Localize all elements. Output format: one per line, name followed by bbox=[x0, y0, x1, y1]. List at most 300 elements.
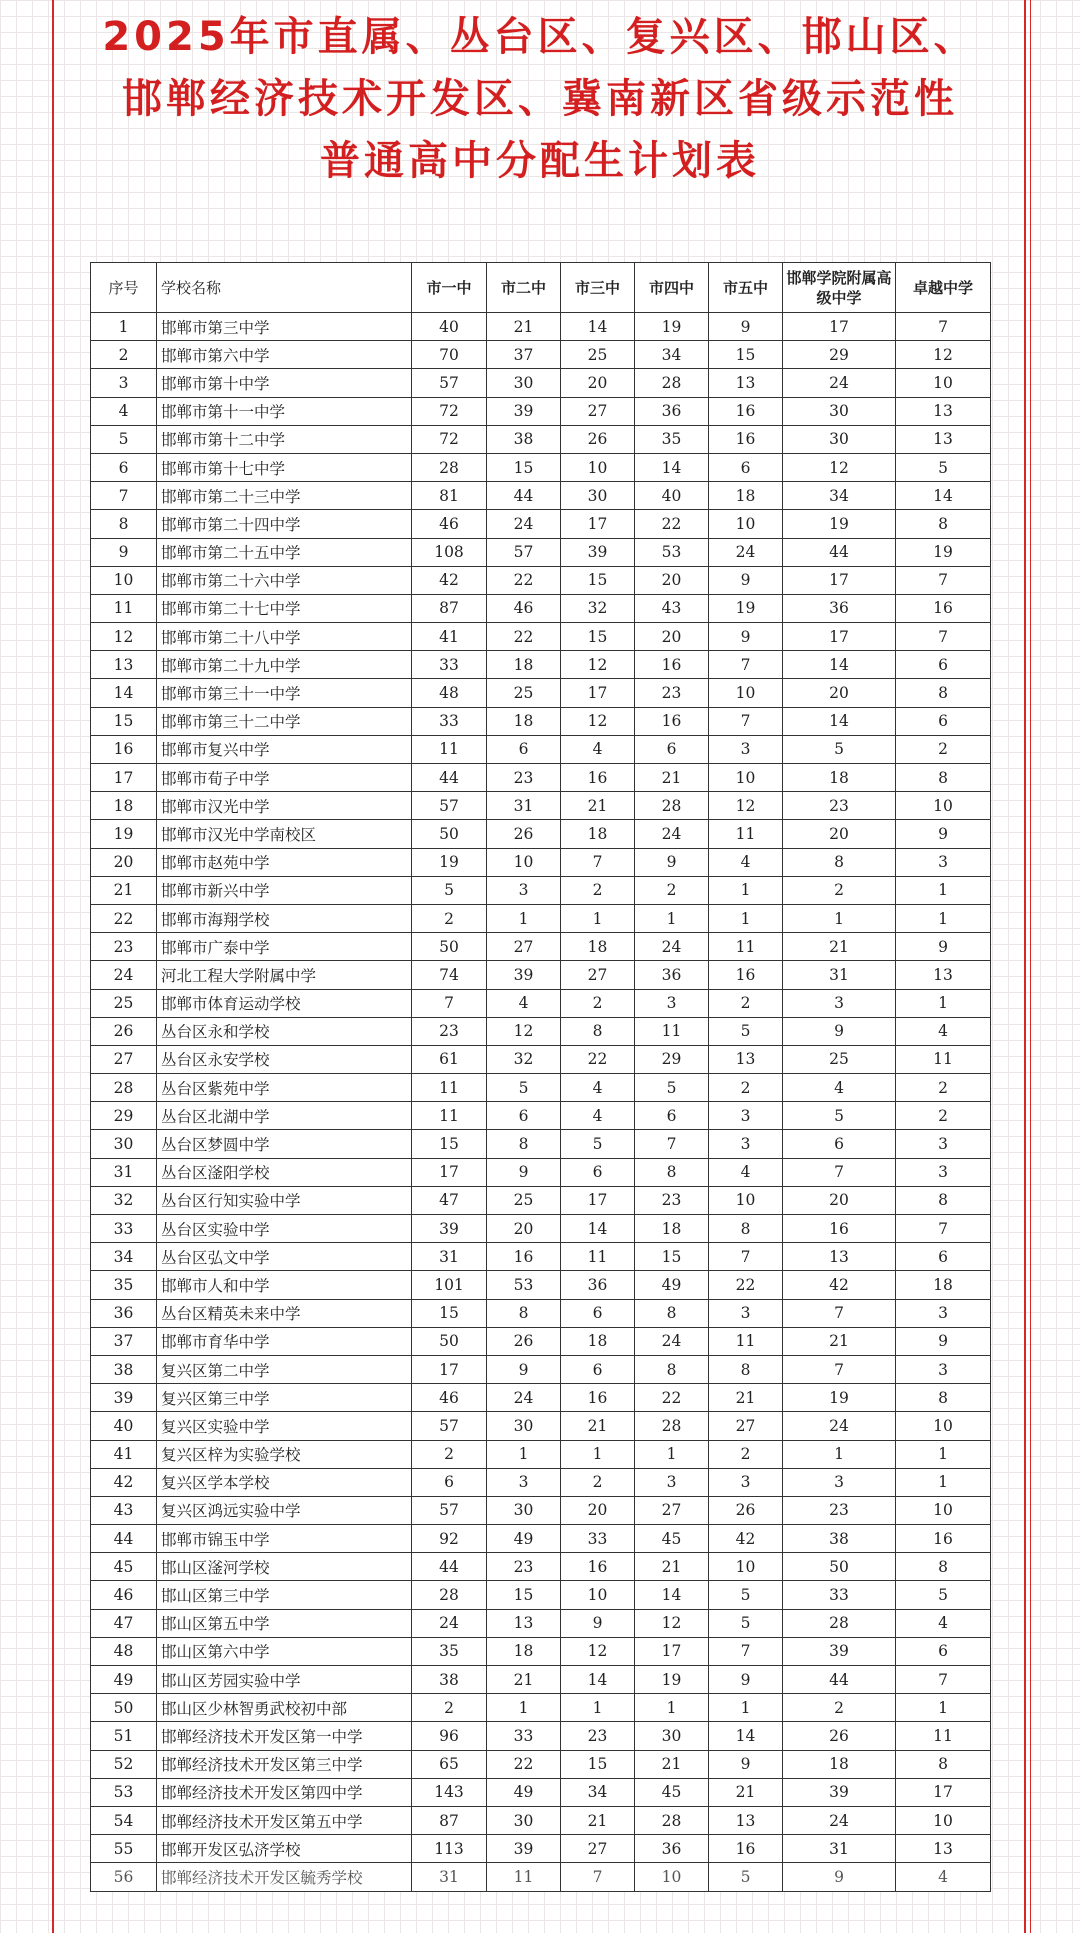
table-row bbox=[91, 313, 991, 341]
row-quota-col-5: 13 bbox=[709, 1806, 783, 1834]
row-quota-col-7: 6 bbox=[896, 1243, 991, 1271]
row-quota-col-4: 21 bbox=[635, 1553, 709, 1581]
table-row bbox=[91, 1496, 991, 1524]
row-quota-col-4: 19 bbox=[635, 313, 709, 341]
row-quota-col-1: 47 bbox=[412, 1186, 487, 1214]
row-quota-col-4: 36 bbox=[635, 1835, 709, 1863]
row-quota-col-1: 57 bbox=[412, 792, 487, 820]
row-quota-col-3: 4 bbox=[561, 1102, 635, 1130]
row-index: 2 bbox=[91, 341, 157, 369]
row-school-name: 邯郸市广泰中学 bbox=[157, 933, 412, 961]
row-quota-col-3: 10 bbox=[561, 453, 635, 481]
row-school-name: 邯郸市赵苑中学 bbox=[157, 848, 412, 876]
row-quota-col-5: 2 bbox=[709, 1440, 783, 1468]
row-quota-col-2: 24 bbox=[487, 1384, 561, 1412]
row-school-name: 邯郸市海翔学校 bbox=[157, 904, 412, 932]
row-quota-col-2: 23 bbox=[487, 764, 561, 792]
page-title bbox=[60, 6, 1020, 192]
row-quota-col-7: 11 bbox=[896, 1045, 991, 1073]
row-quota-col-6: 44 bbox=[783, 1666, 896, 1694]
row-quota-col-6: 21 bbox=[783, 933, 896, 961]
row-quota-col-6: 6 bbox=[783, 1130, 896, 1158]
row-quota-col-3: 18 bbox=[561, 820, 635, 848]
row-quota-col-1: 65 bbox=[412, 1750, 487, 1778]
row-quota-col-4: 3 bbox=[635, 1468, 709, 1496]
row-index: 20 bbox=[91, 848, 157, 876]
row-quota-col-7: 1 bbox=[896, 904, 991, 932]
row-quota-col-1: 42 bbox=[412, 566, 487, 594]
row-index: 11 bbox=[91, 594, 157, 622]
row-quota-col-4: 20 bbox=[635, 623, 709, 651]
row-quota-col-7: 17 bbox=[896, 1778, 991, 1806]
row-quota-col-7: 7 bbox=[896, 623, 991, 651]
row-quota-col-7: 2 bbox=[896, 735, 991, 763]
row-quota-col-3: 32 bbox=[561, 594, 635, 622]
row-quota-col-7: 13 bbox=[896, 1835, 991, 1863]
row-quota-col-6: 20 bbox=[783, 1186, 896, 1214]
row-school-name: 邯郸市第二十九中学 bbox=[157, 651, 412, 679]
row-school-name: 邯郸市第二十五中学 bbox=[157, 538, 412, 566]
row-quota-col-6: 14 bbox=[783, 707, 896, 735]
row-quota-col-5: 6 bbox=[709, 453, 783, 481]
row-index: 21 bbox=[91, 876, 157, 904]
row-quota-col-3: 27 bbox=[561, 1835, 635, 1863]
row-quota-col-5: 15 bbox=[709, 341, 783, 369]
table-row bbox=[91, 1806, 991, 1834]
row-quota-col-5: 27 bbox=[709, 1412, 783, 1440]
row-quota-col-6: 19 bbox=[783, 1384, 896, 1412]
table-row bbox=[91, 876, 991, 904]
row-quota-col-3: 6 bbox=[561, 1355, 635, 1383]
row-quota-col-4: 8 bbox=[635, 1355, 709, 1383]
row-quota-col-4: 12 bbox=[635, 1609, 709, 1637]
row-quota-col-3: 1 bbox=[561, 1694, 635, 1722]
row-quota-col-6: 31 bbox=[783, 961, 896, 989]
table-row bbox=[91, 735, 991, 763]
row-quota-col-4: 14 bbox=[635, 453, 709, 481]
row-school-name: 丛台区弘文中学 bbox=[157, 1243, 412, 1271]
row-quota-col-3: 7 bbox=[561, 848, 635, 876]
row-quota-col-5: 3 bbox=[709, 1102, 783, 1130]
row-quota-col-1: 44 bbox=[412, 1553, 487, 1581]
row-quota-col-5: 21 bbox=[709, 1778, 783, 1806]
row-quota-col-5: 13 bbox=[709, 1045, 783, 1073]
row-school-name: 邯郸市荀子中学 bbox=[157, 764, 412, 792]
row-quota-col-2: 30 bbox=[487, 1806, 561, 1834]
row-quota-col-7: 10 bbox=[896, 369, 991, 397]
row-index: 27 bbox=[91, 1045, 157, 1073]
table-row bbox=[91, 651, 991, 679]
row-quota-col-6: 25 bbox=[783, 1045, 896, 1073]
row-quota-col-2: 3 bbox=[487, 1468, 561, 1496]
table-row bbox=[91, 1553, 991, 1581]
row-quota-col-7: 8 bbox=[896, 679, 991, 707]
row-quota-col-6: 16 bbox=[783, 1215, 896, 1243]
header-col-1: 市一中 bbox=[412, 263, 487, 313]
row-quota-col-3: 2 bbox=[561, 989, 635, 1017]
row-quota-col-2: 57 bbox=[487, 538, 561, 566]
row-quota-col-3: 10 bbox=[561, 1581, 635, 1609]
row-quota-col-3: 7 bbox=[561, 1863, 635, 1891]
row-school-name: 复兴区鸿远实验中学 bbox=[157, 1496, 412, 1524]
row-quota-col-3: 17 bbox=[561, 510, 635, 538]
row-quota-col-7: 7 bbox=[896, 566, 991, 594]
row-quota-col-2: 1 bbox=[487, 1440, 561, 1468]
row-quota-col-1: 19 bbox=[412, 848, 487, 876]
row-quota-col-6: 30 bbox=[783, 425, 896, 453]
row-quota-col-3: 4 bbox=[561, 735, 635, 763]
row-school-name: 复兴区实验中学 bbox=[157, 1412, 412, 1440]
row-school-name: 丛台区行知实验中学 bbox=[157, 1186, 412, 1214]
table-row bbox=[91, 1074, 991, 1102]
row-quota-col-7: 16 bbox=[896, 1525, 991, 1553]
row-index: 14 bbox=[91, 679, 157, 707]
header-col-4: 市四中 bbox=[635, 263, 709, 313]
row-quota-col-1: 15 bbox=[412, 1130, 487, 1158]
row-quota-col-3: 36 bbox=[561, 1271, 635, 1299]
table-row bbox=[91, 594, 991, 622]
row-quota-col-5: 19 bbox=[709, 594, 783, 622]
row-quota-col-6: 42 bbox=[783, 1271, 896, 1299]
row-index: 13 bbox=[91, 651, 157, 679]
row-quota-col-5: 9 bbox=[709, 313, 783, 341]
row-quota-col-3: 21 bbox=[561, 792, 635, 820]
row-quota-col-4: 17 bbox=[635, 1637, 709, 1665]
row-quota-col-1: 2 bbox=[412, 904, 487, 932]
row-index: 33 bbox=[91, 1215, 157, 1243]
row-quota-col-1: 11 bbox=[412, 1074, 487, 1102]
row-school-name: 邯郸市人和中学 bbox=[157, 1271, 412, 1299]
row-quota-col-1: 2 bbox=[412, 1440, 487, 1468]
row-index: 43 bbox=[91, 1496, 157, 1524]
row-quota-col-7: 18 bbox=[896, 1271, 991, 1299]
row-quota-col-6: 26 bbox=[783, 1722, 896, 1750]
row-quota-col-3: 20 bbox=[561, 1496, 635, 1524]
row-quota-col-5: 5 bbox=[709, 1609, 783, 1637]
row-quota-col-3: 23 bbox=[561, 1722, 635, 1750]
row-index: 23 bbox=[91, 933, 157, 961]
row-quota-col-6: 17 bbox=[783, 566, 896, 594]
table-row bbox=[91, 764, 991, 792]
row-quota-col-7: 7 bbox=[896, 1666, 991, 1694]
row-quota-col-7: 4 bbox=[896, 1609, 991, 1637]
row-quota-col-3: 6 bbox=[561, 1158, 635, 1186]
title-line-3: 普通高中分配生计划表 bbox=[320, 138, 760, 184]
row-quota-col-3: 12 bbox=[561, 707, 635, 735]
row-quota-col-6: 31 bbox=[783, 1835, 896, 1863]
row-school-name: 邯郸市锦玉中学 bbox=[157, 1525, 412, 1553]
row-quota-col-4: 16 bbox=[635, 707, 709, 735]
row-quota-col-6: 5 bbox=[783, 1102, 896, 1130]
row-quota-col-6: 2 bbox=[783, 1694, 896, 1722]
table-row bbox=[91, 933, 991, 961]
row-quota-col-2: 31 bbox=[487, 792, 561, 820]
row-quota-col-6: 18 bbox=[783, 1750, 896, 1778]
row-quota-col-6: 17 bbox=[783, 313, 896, 341]
row-quota-col-4: 28 bbox=[635, 1412, 709, 1440]
row-quota-col-2: 8 bbox=[487, 1299, 561, 1327]
row-index: 15 bbox=[91, 707, 157, 735]
row-quota-col-2: 30 bbox=[487, 1496, 561, 1524]
row-quota-col-4: 5 bbox=[635, 1074, 709, 1102]
row-quota-col-5: 7 bbox=[709, 1243, 783, 1271]
row-quota-col-5: 24 bbox=[709, 538, 783, 566]
row-quota-col-1: 28 bbox=[412, 453, 487, 481]
row-quota-col-1: 57 bbox=[412, 1412, 487, 1440]
row-quota-col-6: 7 bbox=[783, 1299, 896, 1327]
row-quota-col-3: 2 bbox=[561, 1468, 635, 1496]
right-border-inner bbox=[1030, 0, 1031, 1933]
row-index: 45 bbox=[91, 1553, 157, 1581]
row-quota-col-2: 22 bbox=[487, 566, 561, 594]
row-quota-col-3: 6 bbox=[561, 1299, 635, 1327]
row-school-name: 邯郸市汉光中学南校区 bbox=[157, 820, 412, 848]
row-quota-col-4: 15 bbox=[635, 1243, 709, 1271]
row-quota-col-5: 7 bbox=[709, 1637, 783, 1665]
row-quota-col-3: 8 bbox=[561, 1017, 635, 1045]
row-quota-col-6: 3 bbox=[783, 1468, 896, 1496]
row-index: 41 bbox=[91, 1440, 157, 1468]
row-index: 22 bbox=[91, 904, 157, 932]
row-quota-col-4: 34 bbox=[635, 341, 709, 369]
row-quota-col-2: 15 bbox=[487, 1581, 561, 1609]
row-quota-col-2: 44 bbox=[487, 482, 561, 510]
row-index: 44 bbox=[91, 1525, 157, 1553]
row-quota-col-3: 21 bbox=[561, 1412, 635, 1440]
row-quota-col-5: 12 bbox=[709, 792, 783, 820]
row-quota-col-4: 22 bbox=[635, 1384, 709, 1412]
row-quota-col-5: 9 bbox=[709, 1750, 783, 1778]
row-quota-col-5: 11 bbox=[709, 1327, 783, 1355]
row-quota-col-4: 23 bbox=[635, 1186, 709, 1214]
row-quota-col-7: 1 bbox=[896, 876, 991, 904]
row-quota-col-4: 21 bbox=[635, 1750, 709, 1778]
row-quota-col-1: 61 bbox=[412, 1045, 487, 1073]
row-school-name: 邯郸市第二十四中学 bbox=[157, 510, 412, 538]
row-quota-col-5: 9 bbox=[709, 566, 783, 594]
row-index: 54 bbox=[91, 1806, 157, 1834]
row-quota-col-5: 14 bbox=[709, 1722, 783, 1750]
row-quota-col-3: 27 bbox=[561, 961, 635, 989]
row-index: 31 bbox=[91, 1158, 157, 1186]
row-quota-col-1: 92 bbox=[412, 1525, 487, 1553]
table-row bbox=[91, 989, 991, 1017]
row-quota-col-4: 11 bbox=[635, 1017, 709, 1045]
row-quota-col-1: 2 bbox=[412, 1694, 487, 1722]
row-quota-col-7: 10 bbox=[896, 1496, 991, 1524]
table-row bbox=[91, 1468, 991, 1496]
right-border bbox=[1024, 0, 1026, 1933]
row-quota-col-1: 108 bbox=[412, 538, 487, 566]
row-quota-col-7: 1 bbox=[896, 989, 991, 1017]
row-school-name: 丛台区紫苑中学 bbox=[157, 1074, 412, 1102]
row-index: 47 bbox=[91, 1609, 157, 1637]
row-quota-col-1: 17 bbox=[412, 1158, 487, 1186]
row-quota-col-5: 5 bbox=[709, 1863, 783, 1891]
row-school-name: 邯郸市育华中学 bbox=[157, 1327, 412, 1355]
row-quota-col-5: 42 bbox=[709, 1525, 783, 1553]
row-quota-col-3: 30 bbox=[561, 482, 635, 510]
row-quota-col-5: 16 bbox=[709, 425, 783, 453]
row-quota-col-7: 14 bbox=[896, 482, 991, 510]
row-quota-col-4: 9 bbox=[635, 848, 709, 876]
row-school-name: 邯郸开发区弘济学校 bbox=[157, 1835, 412, 1863]
row-quota-col-3: 5 bbox=[561, 1130, 635, 1158]
header-index: 序号 bbox=[91, 263, 157, 313]
row-quota-col-4: 10 bbox=[635, 1863, 709, 1891]
row-quota-col-1: 44 bbox=[412, 764, 487, 792]
table-row bbox=[91, 482, 991, 510]
row-quota-col-6: 1 bbox=[783, 1440, 896, 1468]
row-quota-col-4: 45 bbox=[635, 1778, 709, 1806]
left-border bbox=[52, 0, 54, 1933]
row-quota-col-1: 57 bbox=[412, 1496, 487, 1524]
row-quota-col-4: 8 bbox=[635, 1158, 709, 1186]
row-quota-col-2: 22 bbox=[487, 1750, 561, 1778]
row-quota-col-6: 21 bbox=[783, 1327, 896, 1355]
row-quota-col-6: 7 bbox=[783, 1355, 896, 1383]
row-quota-col-2: 11 bbox=[487, 1863, 561, 1891]
row-quota-col-7: 8 bbox=[896, 764, 991, 792]
row-quota-col-2: 13 bbox=[487, 1609, 561, 1637]
row-quota-col-1: 87 bbox=[412, 1806, 487, 1834]
row-quota-col-5: 11 bbox=[709, 933, 783, 961]
row-quota-col-2: 18 bbox=[487, 651, 561, 679]
row-quota-col-5: 10 bbox=[709, 510, 783, 538]
row-school-name: 邯山区第五中学 bbox=[157, 1609, 412, 1637]
row-quota-col-6: 23 bbox=[783, 792, 896, 820]
row-quota-col-2: 39 bbox=[487, 397, 561, 425]
row-quota-col-5: 22 bbox=[709, 1271, 783, 1299]
row-quota-col-1: 15 bbox=[412, 1299, 487, 1327]
row-quota-col-6: 50 bbox=[783, 1553, 896, 1581]
row-quota-col-5: 1 bbox=[709, 1694, 783, 1722]
row-quota-col-2: 1 bbox=[487, 904, 561, 932]
row-quota-col-4: 22 bbox=[635, 510, 709, 538]
row-quota-col-7: 13 bbox=[896, 425, 991, 453]
row-quota-col-5: 10 bbox=[709, 679, 783, 707]
row-school-name: 邯郸市第二十八中学 bbox=[157, 623, 412, 651]
row-quota-col-6: 3 bbox=[783, 989, 896, 1017]
row-quota-col-2: 26 bbox=[487, 1327, 561, 1355]
row-quota-col-6: 7 bbox=[783, 1158, 896, 1186]
row-quota-col-4: 8 bbox=[635, 1299, 709, 1327]
table-row bbox=[91, 1863, 991, 1891]
row-quota-col-2: 32 bbox=[487, 1045, 561, 1073]
row-quota-col-3: 1 bbox=[561, 1440, 635, 1468]
row-quota-col-2: 38 bbox=[487, 425, 561, 453]
row-quota-col-6: 5 bbox=[783, 735, 896, 763]
row-quota-col-6: 28 bbox=[783, 1609, 896, 1637]
row-index: 50 bbox=[91, 1694, 157, 1722]
row-quota-col-6: 4 bbox=[783, 1074, 896, 1102]
row-quota-col-6: 29 bbox=[783, 341, 896, 369]
row-quota-col-4: 49 bbox=[635, 1271, 709, 1299]
row-school-name: 邯郸市第二十六中学 bbox=[157, 566, 412, 594]
row-quota-col-1: 50 bbox=[412, 820, 487, 848]
row-quota-col-5: 2 bbox=[709, 989, 783, 1017]
row-quota-col-7: 10 bbox=[896, 1806, 991, 1834]
row-school-name: 邯郸市第三十二中学 bbox=[157, 707, 412, 735]
row-quota-col-7: 3 bbox=[896, 1299, 991, 1327]
row-index: 52 bbox=[91, 1750, 157, 1778]
row-quota-col-3: 20 bbox=[561, 369, 635, 397]
row-quota-col-1: 101 bbox=[412, 1271, 487, 1299]
row-quota-col-4: 24 bbox=[635, 820, 709, 848]
row-quota-col-3: 17 bbox=[561, 1186, 635, 1214]
row-quota-col-7: 16 bbox=[896, 594, 991, 622]
row-school-name: 邯郸市第十七中学 bbox=[157, 453, 412, 481]
row-quota-col-3: 26 bbox=[561, 425, 635, 453]
row-quota-col-1: 81 bbox=[412, 482, 487, 510]
row-index: 12 bbox=[91, 623, 157, 651]
row-quota-col-3: 17 bbox=[561, 679, 635, 707]
row-quota-col-1: 11 bbox=[412, 735, 487, 763]
table-row bbox=[91, 1355, 991, 1383]
row-index: 10 bbox=[91, 566, 157, 594]
table-row bbox=[91, 1778, 991, 1806]
row-quota-col-7: 5 bbox=[896, 1581, 991, 1609]
table-row bbox=[91, 1130, 991, 1158]
row-school-name: 邯郸经济技术开发区第五中学 bbox=[157, 1806, 412, 1834]
row-quota-col-4: 16 bbox=[635, 651, 709, 679]
row-quota-col-2: 25 bbox=[487, 1186, 561, 1214]
row-quota-col-7: 7 bbox=[896, 313, 991, 341]
table-row bbox=[91, 623, 991, 651]
row-quota-col-4: 19 bbox=[635, 1666, 709, 1694]
row-school-name: 邯郸经济技术开发区第一中学 bbox=[157, 1722, 412, 1750]
row-quota-col-7: 12 bbox=[896, 341, 991, 369]
row-quota-col-6: 13 bbox=[783, 1243, 896, 1271]
row-quota-col-1: 72 bbox=[412, 425, 487, 453]
row-quota-col-4: 35 bbox=[635, 425, 709, 453]
row-index: 30 bbox=[91, 1130, 157, 1158]
row-quota-col-5: 2 bbox=[709, 1074, 783, 1102]
row-quota-col-3: 15 bbox=[561, 566, 635, 594]
row-school-name: 丛台区永安学校 bbox=[157, 1045, 412, 1073]
row-quota-col-7: 2 bbox=[896, 1074, 991, 1102]
table-row bbox=[91, 1581, 991, 1609]
row-quota-col-5: 3 bbox=[709, 1468, 783, 1496]
table-row bbox=[91, 1835, 991, 1863]
row-school-name: 邯山区芳园实验中学 bbox=[157, 1666, 412, 1694]
table-row bbox=[91, 679, 991, 707]
row-quota-col-4: 14 bbox=[635, 1581, 709, 1609]
table-row bbox=[91, 397, 991, 425]
row-quota-col-2: 9 bbox=[487, 1158, 561, 1186]
row-quota-col-2: 49 bbox=[487, 1525, 561, 1553]
row-quota-col-5: 3 bbox=[709, 1299, 783, 1327]
row-quota-col-3: 25 bbox=[561, 341, 635, 369]
row-quota-col-7: 4 bbox=[896, 1863, 991, 1891]
row-quota-col-7: 4 bbox=[896, 1017, 991, 1045]
row-quota-col-7: 19 bbox=[896, 538, 991, 566]
table-row bbox=[91, 566, 991, 594]
row-index: 5 bbox=[91, 425, 157, 453]
row-quota-col-7: 8 bbox=[896, 1750, 991, 1778]
row-quota-col-4: 40 bbox=[635, 482, 709, 510]
row-school-name: 丛台区滏阳学校 bbox=[157, 1158, 412, 1186]
row-quota-col-6: 1 bbox=[783, 904, 896, 932]
row-quota-col-7: 3 bbox=[896, 1158, 991, 1186]
row-quota-col-3: 15 bbox=[561, 623, 635, 651]
row-quota-col-7: 7 bbox=[896, 1215, 991, 1243]
row-quota-col-5: 11 bbox=[709, 820, 783, 848]
row-quota-col-2: 18 bbox=[487, 707, 561, 735]
table-row bbox=[91, 1722, 991, 1750]
row-quota-col-5: 1 bbox=[709, 876, 783, 904]
table-row bbox=[91, 1186, 991, 1214]
